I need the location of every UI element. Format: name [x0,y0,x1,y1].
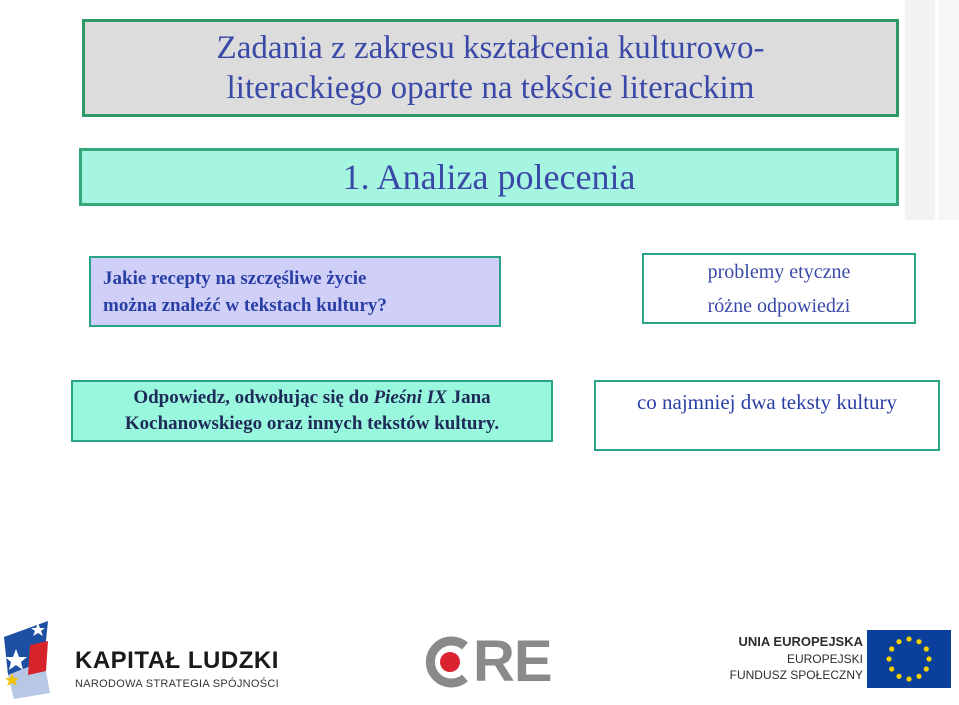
eu-line-1: UNIA EUROPEJSKA [738,634,863,649]
task-title-italic: Pieśni IX [373,387,447,408]
task-box [71,380,553,442]
ethics-line-2: różne odpowiedzi [707,294,851,317]
title-line-1: Zadania z zakresu kształcenia kulturowo- [216,30,765,66]
ore-circle-icon [425,634,475,690]
task-text-start: Odpowiedz, odwołując się do [133,387,374,408]
kapital-ludzki-emblem-icon [0,615,70,700]
kapital-ludzki-subtitle: NARODOWA STRATEGIA SPÓJNOŚCI [75,678,279,690]
texts-box [594,380,940,451]
kapital-ludzki-title: KAPITAŁ LUDZKI [75,647,279,674]
section-heading-text: 1. Analiza polecenia [342,157,636,197]
eu-line-2: EUROPEJSKI [786,652,863,666]
eu-flag-icon [867,630,951,688]
ore-logo [425,629,555,694]
kapital-ludzki-logo [0,615,280,700]
slide-title [82,19,899,117]
background-decoration [905,0,935,220]
task-line-1 [133,385,490,411]
eu-line-3: FUNDUSZ SPOŁECZNY [729,668,863,682]
ethics-box [642,253,916,324]
task-line-2: Kochanowskiego oraz innych tekstów kultury. [124,413,500,434]
ethics-line-1: problemy etyczne [707,260,851,283]
question-line-2: można znaleźć w tekstach kultury? [103,294,387,316]
question-line-1: Jakie recepty na szczęśliwe życie [103,267,367,289]
title-line-2: literackiego oparte na tekście literackim [226,70,755,106]
eu-logo [729,628,955,690]
ore-wordmark: RE [473,629,552,694]
question-box [89,256,501,327]
section-heading [79,148,899,206]
task-text-end: Jana [446,387,491,408]
texts-label: co najmniej dwa teksty kultury [636,390,898,414]
background-decoration [938,0,959,220]
